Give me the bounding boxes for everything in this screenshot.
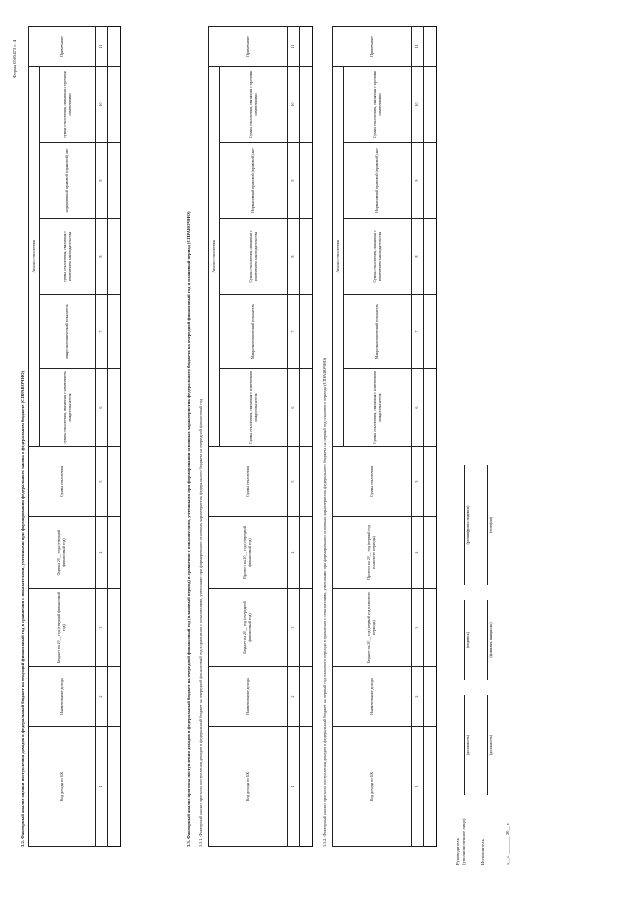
section-3-2-title: 3.2. Факторный анализ оценки поступления доходов в федеральный бюджет на текущий финансовый год в сравнении с показателями, учтенными при формировании федерального закона о федеральном бюджете (СПРАВОЧНО) — [20, 370, 25, 847]
col-number: 9 — [288, 143, 300, 219]
col-number: 8 — [412, 219, 424, 295]
executor-fio-line — [481, 600, 488, 680]
executor-phone-line — [481, 465, 488, 585]
col-number: 4 — [412, 517, 424, 589]
col-macro-indicator: макроэкономический показатель — [40, 295, 96, 369]
section-3-3-title: 3.3. Факторный анализ прогноза поступления доходов в федеральный бюджет на очередной финансовый год (плановый период) в сравнении с показателями, учтенными при формировании основных характеристик федерального бюджета на очередной финансовый год и плановый период (СПРАВОЧНО) — [186, 211, 191, 847]
head-decoding-line — [458, 465, 465, 585]
signature-caption: (подпись) — [466, 632, 470, 648]
col-forecast: Прогноз на 20__ год (очередной финансовый год) — [209, 517, 288, 589]
col-number: 3 — [96, 589, 108, 667]
col-number: 1 — [412, 727, 424, 847]
col-number: 9 — [96, 143, 108, 219]
col-number: 6 — [96, 369, 108, 447]
col-budget: Бюджет на 20__ год (очередной финансовый год) — [209, 589, 288, 667]
col-estimate: Оценка 20__ года (текущий финансовый год) — [29, 517, 96, 589]
col-budget: Бюджет на 20__ год (текущий финансовый год) — [29, 589, 96, 667]
date-line: «__» ________ 20__ г. — [505, 822, 510, 865]
section-3-3-1-subtitle: 3.3.1. Факторный анализ прогноза поступления доходов в федеральный бюджет на очередной финансовый год в сравнении с показателями, учтенными при формировании основных характеристик федерального бюджета на очередной финансовый год — [198, 398, 203, 847]
col-number: 1 — [96, 727, 108, 847]
col-number: 9 — [412, 143, 424, 219]
col-number: 10 — [288, 66, 300, 142]
col-other-deviation: сумма отклонения, связанная с прочими изменениями — [40, 66, 96, 142]
col-number: 7 — [288, 295, 300, 369]
col-number: 6 — [412, 369, 424, 447]
col-number: 11 — [96, 26, 108, 66]
col-analysis: Анализ отклонения — [209, 66, 220, 446]
col-code: Код дохода по БК — [333, 727, 412, 847]
col-macro-deviation: Сумма отклонения, связанная с изменением макропоказателя — [344, 369, 412, 447]
col-note: Примечание — [209, 26, 288, 66]
head-position-line — [458, 695, 465, 795]
col-number: 2 — [96, 667, 108, 727]
col-macro-indicator: Макроэкономический показатель — [220, 295, 288, 369]
col-macro-deviation: Сумма отклонения, связанная с изменением макропоказателя — [220, 369, 288, 447]
col-deviation: Сумма отклонения — [333, 447, 412, 517]
col-law-deviation: Сумма отклонения, связанная с изменением законодательства — [220, 219, 288, 295]
executor-label: Исполнитель — [480, 839, 485, 865]
col-number: 5 — [288, 447, 300, 517]
fio-caption: (фамилия, инициалы) — [489, 622, 493, 658]
col-name: Наименование дохода — [29, 667, 96, 727]
col-number: 2 — [412, 667, 424, 727]
col-legal-act: Нормативный правовой (правовой) акт — [220, 143, 288, 219]
col-deviation: Сумма отклонения — [209, 447, 288, 517]
executor-position-line — [481, 695, 488, 795]
col-forecast: Прогноз на 20__ год (первый год планового периода) — [333, 517, 412, 589]
phone-caption: (телефон) — [489, 517, 493, 533]
col-number: 3 — [288, 589, 300, 667]
col-name: Наименование дохода — [333, 667, 412, 727]
col-number: 7 — [96, 295, 108, 369]
col-number: 1 — [288, 727, 300, 847]
col-name: Наименование дохода — [209, 667, 288, 727]
col-number: 4 — [96, 517, 108, 589]
table-3-2 — [28, 26, 121, 847]
col-number: 6 — [288, 369, 300, 447]
col-code: Код дохода по БК — [209, 727, 288, 847]
table-3-3-1 — [208, 26, 313, 847]
table-row — [300, 26, 313, 846]
col-law-deviation: Сумма отклонения, связанная с изменением законодательства — [344, 219, 412, 295]
form-code: Форма 0505473 с. 4 — [12, 40, 17, 79]
col-analysis: Анализ отклонения — [29, 66, 40, 446]
col-analysis: Анализ отклонения — [333, 66, 344, 446]
col-number: 5 — [96, 447, 108, 517]
table-row — [108, 26, 121, 846]
col-macro-indicator: Макроэкономический показатель — [344, 295, 412, 369]
col-number: 10 — [412, 66, 424, 142]
head-signature-line — [458, 600, 465, 680]
col-number: 10 — [96, 66, 108, 142]
position-caption-2: (должность) — [489, 735, 493, 755]
col-legal-act: Нормативный правовой (правовой) акт — [344, 143, 412, 219]
col-other-deviation: Сумма отклонения, связанная с прочими изменениями — [344, 66, 412, 142]
table-row — [424, 26, 437, 846]
col-law-deviation: сумма отклонения, связанная с изменением законодательства — [40, 219, 96, 295]
col-number: 8 — [288, 219, 300, 295]
col-number: 3 — [412, 589, 424, 667]
col-note: Примечание — [29, 26, 96, 66]
col-macro-deviation: сумма отклонения, связанная с изменением макропоказателя — [40, 369, 96, 447]
head-label: Руководитель (уполномоченное лицо) — [455, 818, 466, 865]
col-number: 8 — [96, 219, 108, 295]
section-3-3-2-subtitle: 3.3.2. Факторный анализ прогноза поступления доходов в федеральный бюджет на первый год планового периода в сравнении с показателями, учтенными при формировании основных характеристик федерального бюджета на первый год планового периода (СПРАВОЧНО) — [322, 357, 327, 847]
col-number: 11 — [288, 26, 300, 66]
col-deviation: Сумма отклонения — [29, 447, 96, 517]
col-budget: Бюджет на 20__ год (первый год планового периода) — [333, 589, 412, 667]
col-code: Код дохода по БК — [29, 727, 96, 847]
table-3-3-2 — [332, 26, 437, 847]
col-number: 4 — [288, 517, 300, 589]
decoding-caption: (расшифровка подписи) — [466, 505, 470, 545]
col-number: 5 — [412, 447, 424, 517]
position-caption: (должность) — [466, 735, 470, 755]
col-number: 11 — [412, 26, 424, 66]
col-number: 7 — [412, 295, 424, 369]
col-number: 2 — [288, 667, 300, 727]
col-other-deviation: Сумма отклонения, связанная с прочими изменениями — [220, 66, 288, 142]
col-legal-act: нормативный правовой (правовой) акт — [40, 143, 96, 219]
col-note: Примечание — [333, 26, 412, 66]
